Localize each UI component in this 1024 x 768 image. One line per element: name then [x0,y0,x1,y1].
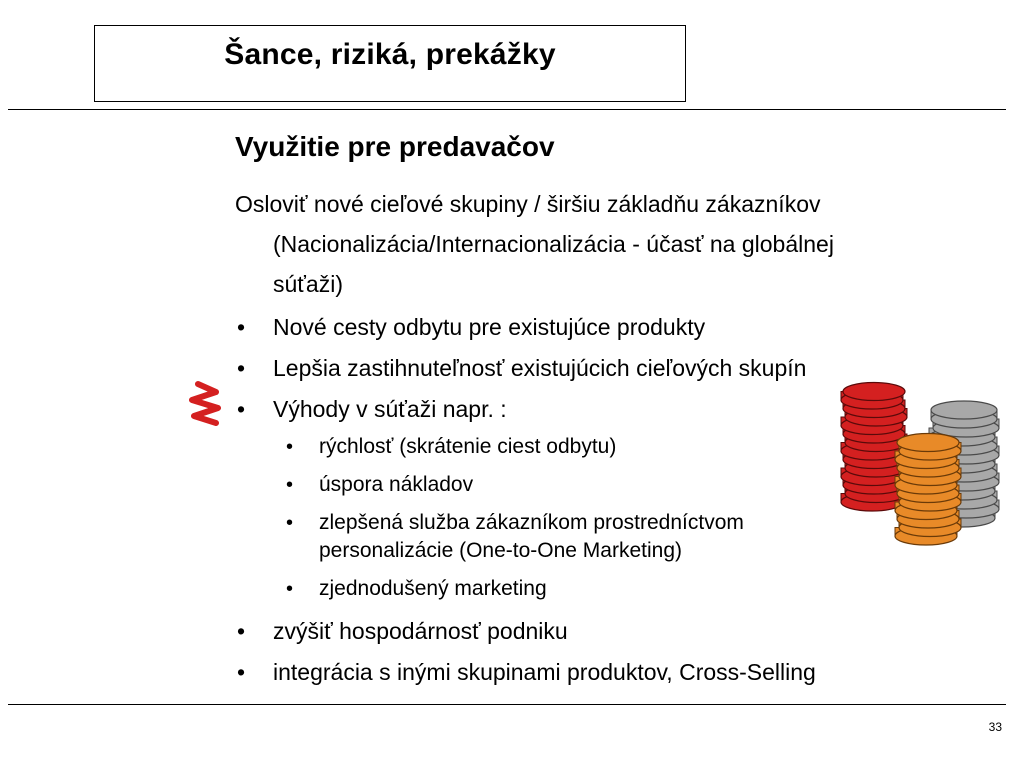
zigzag-arrow-icon [184,380,224,426]
bullet-text: Lepšia zastihnuteľnosť existujúcich cieľových skupín [273,355,807,381]
bullet-item [235,613,995,649]
bullet-item [235,309,995,345]
bullet-text: zvýšiť hospodárnosť podniku [273,618,568,644]
intro-line-2: (Nacionalizácia/Internacionalizácia - účasť na globálnej [273,231,834,257]
slide-title: Šance, riziká, prekážky [224,38,556,71]
sub-bullet-item [273,575,879,603]
bullet-text: Výhody v súťaži napr. : [273,396,507,422]
intro-line-1: Osloviť nové cieľové skupiny / širšiu základňu zákazníkov [235,191,821,217]
sub-bullet-text: úspora nákladov [319,473,474,496]
bottom-divider [8,704,1006,705]
section-heading: Využitie pre predavačov [235,131,555,162]
bullet-text: integrácia s inými skupinami produktov, Cross-Selling [273,659,816,685]
bullet-item [235,654,995,690]
intro-paragraph [235,184,995,304]
sub-bullet-item [273,433,879,461]
bullet-text: Nové cesty odbytu pre existujúce produkty [273,314,706,340]
top-divider [8,109,1006,110]
sub-bullet-text: rýchlosť (skrátenie ciest odbytu) [319,435,617,458]
sub-bullet-item [273,471,879,499]
title-box [94,25,686,102]
coin-stacks-icon [828,378,1004,556]
sub-bullet-text: zjednodušený marketing [319,577,547,600]
sub-bullet-text: zlepšená služba zákazníkom prostredníctvom personalizácie (One-to-One Marketing) [319,511,744,562]
intro-line-3: súťaži) [273,271,343,297]
sub-bullet-item [273,509,879,565]
page-number: 33 [988,720,1002,734]
